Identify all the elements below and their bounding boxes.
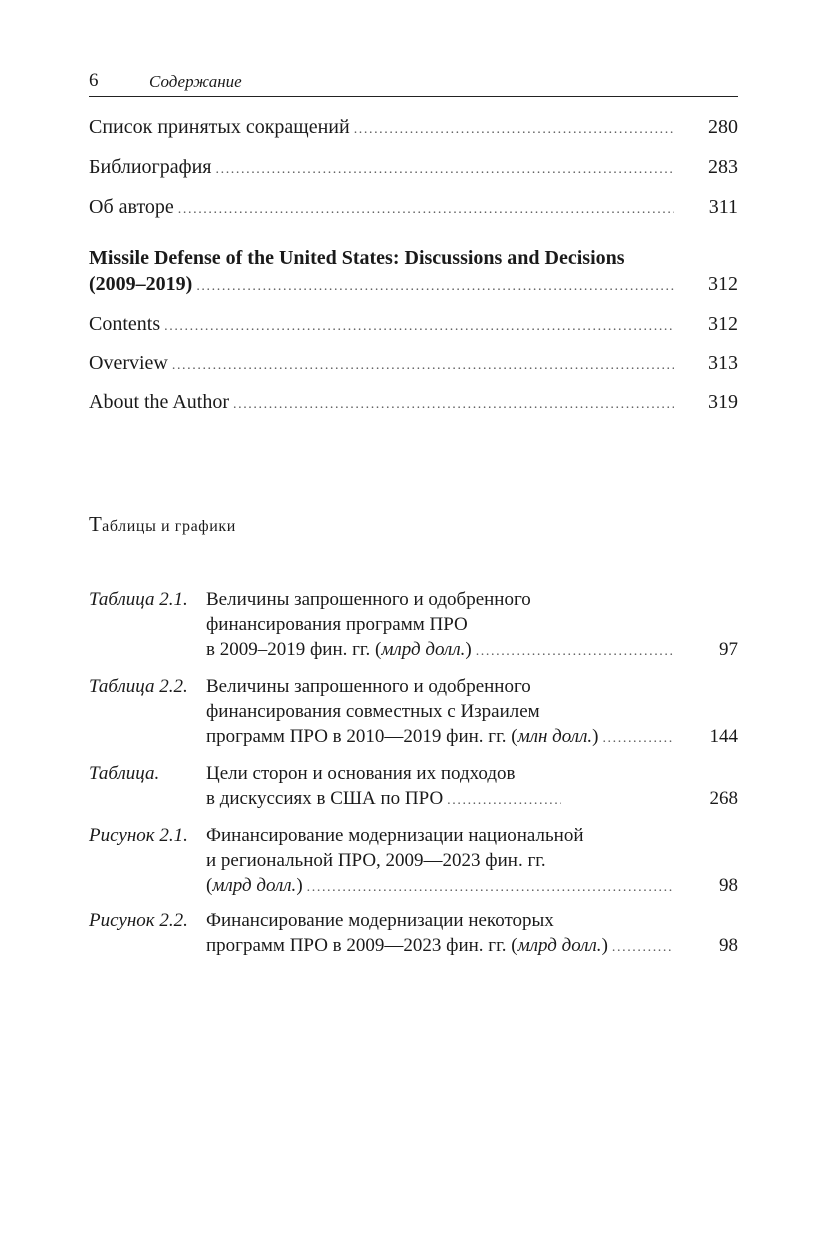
toc-entry-label-line2: (2009–2019) xyxy=(89,273,193,295)
dot-leader xyxy=(476,639,674,664)
figure-caption-line: финансирования совместных с Израилем xyxy=(206,701,540,722)
figure-caption-last-line: (млрд долл.) xyxy=(206,875,303,896)
figure-tag: Рисунок 2.2. xyxy=(89,910,188,931)
section-heading-rest: аблицы и графики xyxy=(102,518,236,535)
figure-tag: Таблица. xyxy=(89,763,160,784)
page-number: 6 xyxy=(89,70,99,91)
toc-entry-contents[interactable] xyxy=(89,311,738,340)
toc-page-number: 312 xyxy=(708,273,738,295)
figure-caption-last-line: в дискуссиях в США по ПРО xyxy=(206,788,444,809)
list-item-table-goals[interactable] xyxy=(89,761,738,811)
list-item-table-2-2[interactable] xyxy=(89,674,738,749)
toc-entry-about-author-en[interactable] xyxy=(89,389,738,418)
section-heading-initial: Т xyxy=(89,512,103,536)
toc-entry-label: Overview xyxy=(89,352,168,374)
figure-caption-last-line: в 2009–2019 фин. гг. (млрд долл.) xyxy=(206,639,472,660)
figure-caption-line: Величины запрошенного и одобренного xyxy=(206,589,531,610)
dot-leader xyxy=(196,274,674,300)
figure-caption-line: Финансирование модернизации национальной xyxy=(206,825,584,846)
figure-page-number: 144 xyxy=(709,726,738,747)
toc-entry-label: Contents xyxy=(89,313,161,335)
dot-leader xyxy=(602,726,674,751)
figure-caption-line: Цели сторон и основания их подходов xyxy=(206,763,516,784)
dot-leader xyxy=(307,875,674,900)
dot-leader xyxy=(447,788,560,813)
toc-page-number: 311 xyxy=(708,196,738,218)
toc-page-number: 283 xyxy=(708,156,738,178)
dot-leader xyxy=(164,314,674,340)
toc-page-number: 313 xyxy=(708,352,738,374)
page-header xyxy=(89,68,738,97)
toc-entry-label: Список принятых сокращений xyxy=(89,116,350,138)
dot-leader xyxy=(172,353,674,379)
list-item-table-2-1[interactable] xyxy=(89,587,738,662)
dot-leader xyxy=(233,392,674,418)
list-item-figure-2-2[interactable] xyxy=(89,908,738,958)
toc-entry-abbreviations[interactable] xyxy=(89,114,738,143)
toc-page-number: 319 xyxy=(708,391,738,413)
figure-caption-line: и региональной ПРО, 2009—2023 фин. гг. xyxy=(206,850,546,871)
figure-tag: Рисунок 2.1. xyxy=(89,825,188,846)
toc-entry-label: Библиография xyxy=(89,156,212,178)
figure-page-number: 98 xyxy=(719,935,738,956)
figure-page-number: 268 xyxy=(709,788,739,809)
figure-caption-last-line: программ ПРО в 2010—2019 фин. гг. (млн долл.) xyxy=(206,726,599,747)
toc-entry-bibliography[interactable] xyxy=(89,154,738,183)
section-heading-tables xyxy=(89,512,236,537)
figure-tag: Таблица 2.2. xyxy=(89,676,188,697)
running-title: Содержание xyxy=(149,72,242,91)
toc-page-number: 280 xyxy=(708,116,738,138)
list-item-figure-2-1[interactable] xyxy=(89,823,738,898)
toc-entry-overview[interactable] xyxy=(89,350,738,379)
toc-entry-english-summary[interactable] xyxy=(89,245,738,300)
toc-entry-label-line1: Missile Defense of the United States: Discussions and Decisions xyxy=(89,247,625,269)
dot-leader xyxy=(612,935,674,960)
toc-entry-label: About the Author xyxy=(89,391,229,413)
figure-page-number: 98 xyxy=(719,875,738,896)
toc-entry-about-author-ru[interactable] xyxy=(89,194,738,223)
toc-page-number: 312 xyxy=(708,313,738,335)
toc-entry-label: Об авторе xyxy=(89,196,174,218)
figure-caption-line: финансирования программ ПРО xyxy=(206,614,468,635)
dot-leader xyxy=(354,117,674,143)
figure-caption-last-line: программ ПРО в 2009—2023 фин. гг. (млрд долл.) xyxy=(206,935,608,956)
dot-leader xyxy=(178,197,674,223)
figure-caption-line: Финансирование модернизации некоторых xyxy=(206,910,554,931)
figure-tag: Таблица 2.1. xyxy=(89,589,188,610)
figure-page-number: 97 xyxy=(719,639,738,660)
figure-caption-line: Величины запрошенного и одобренного xyxy=(206,676,531,697)
dot-leader xyxy=(216,157,675,183)
